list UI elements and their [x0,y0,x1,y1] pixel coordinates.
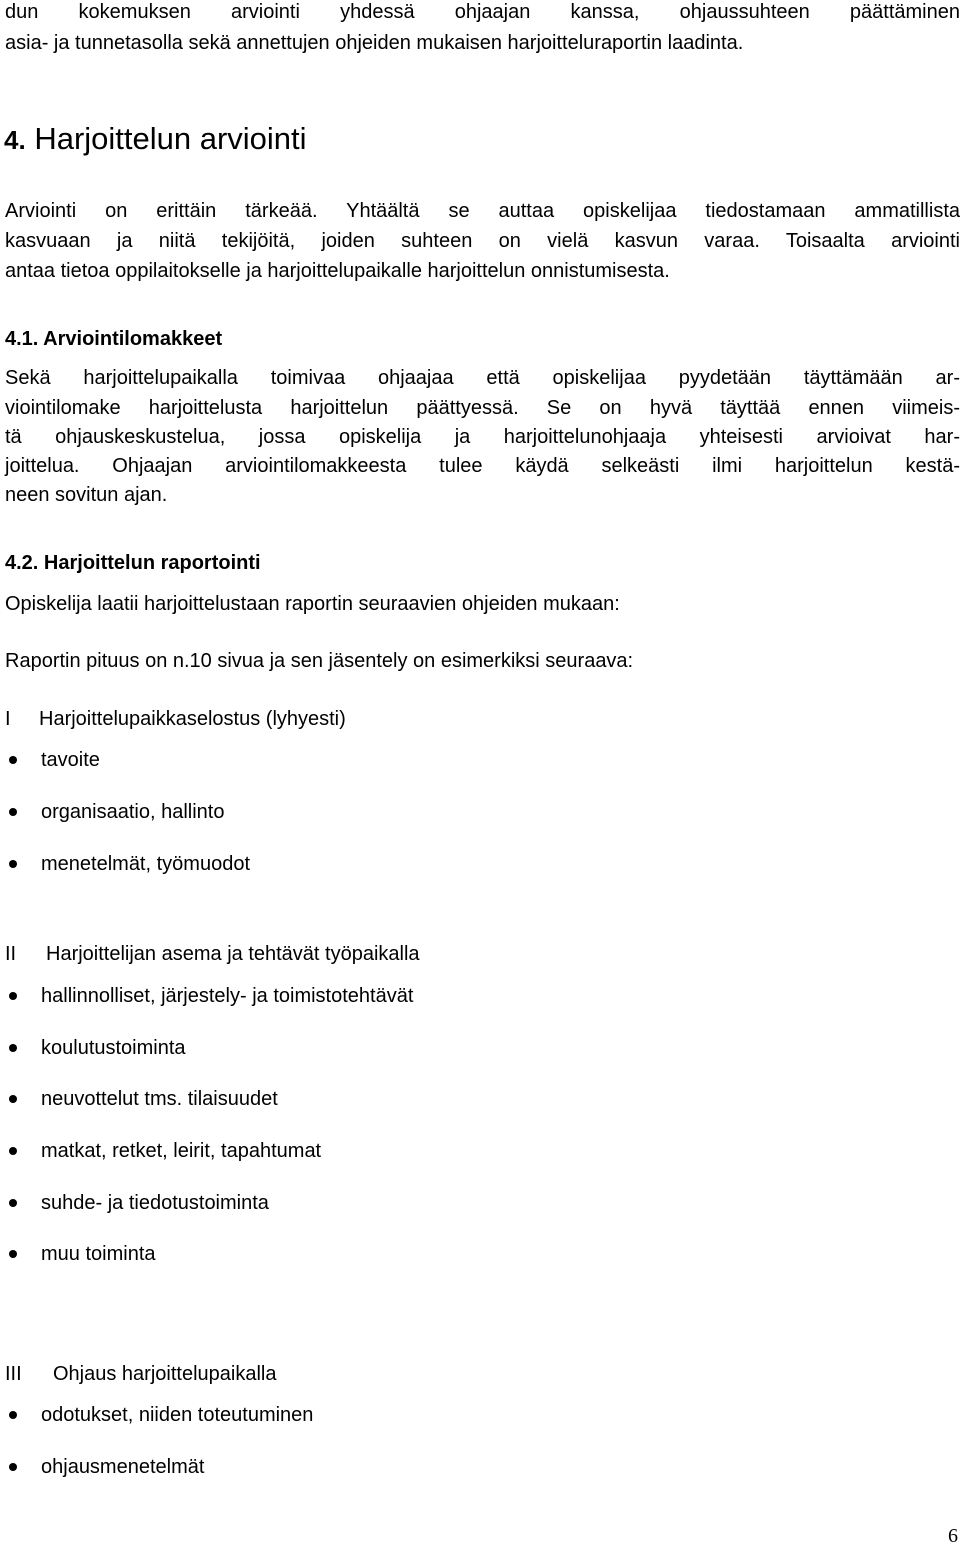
outline-2-item-3: neuvottelut tms. tilaisuudet [41,1088,278,1110]
section-4-1-line-1: Sekä harjoittelupaikalla toimivaa ohjaajaa että opiskelijaa pyydetään täyttämään ar- [5,367,960,389]
outline-2-item-1: hallinnolliset, järjestely- ja toimistotehtävät [41,985,414,1007]
bullet-icon [9,1044,17,1052]
section-4-line-3: antaa tietoa oppilaitokselle ja harjoittelupaikalle harjoittelun onnistumisesta. [5,260,670,282]
outline-1-title: Harjoittelupaikkaselostus (lyhyesti) [39,708,346,730]
outline-3-item-2: ohjausmenetelmät [41,1456,205,1478]
section-4-1-line-5: neen sovitun ajan. [5,484,168,506]
outline-2-item-4: matkat, retket, leirit, tapahtumat [41,1140,322,1162]
section-4-1-line-4: joittelua. Ohjaajan arviointilomakkeesta tulee käydä selkeästi ilmi harjoittelun kestä- [5,455,960,477]
bullet-icon [9,808,17,816]
bullet-icon [9,1411,17,1419]
bullet-icon [9,1463,17,1471]
outline-3-numeral: III [5,1363,22,1385]
section-4-number: 4. [4,125,26,155]
outline-2-item-6: muu toiminta [41,1243,156,1265]
outline-2-item-2: koulutustoiminta [41,1037,186,1059]
outline-2-numeral: II [5,943,17,965]
bullet-icon [9,1147,17,1155]
outline-1-item-2: organisaatio, hallinto [41,801,225,823]
intro-line-2: asia- ja tunnetasolla sekä annettujen ohjeiden mukaisen harjoitteluraportin laadinta. [5,32,744,54]
bullet-icon [9,756,17,764]
intro-line-1: dun kokemuksen arviointi yhdessä ohjaajan kanssa, ohjaussuhteen päättäminen [5,1,960,23]
outline-3-title: Ohjaus harjoittelupaikalla [53,1363,277,1385]
outline-2-item-5: suhde- ja tiedotustoiminta [41,1192,269,1214]
section-4-2-line-2: Raportin pituus on n.10 sivua ja sen jäsentely on esimerkiksi seuraava: [5,650,634,672]
section-4-title: Harjoittelun arviointi [34,121,307,156]
section-4-1-heading: 4.1. Arviointilomakkeet [5,328,223,350]
section-4-2-heading: 4.2. Harjoittelun raportointi [5,552,261,574]
outline-1-item-1: tavoite [41,749,100,771]
bullet-icon [9,860,17,868]
outline-1-numeral: I [5,708,11,730]
section-4-2-line-1: Opiskelija laatii harjoittelustaan raportin seuraavien ohjeiden mukaan: [5,593,620,615]
section-4-1-line-2: viointilomake harjoittelusta harjoittelun päättyessä. Se on hyvä täyttää ennen viimeis- [5,397,960,419]
bullet-icon [9,1250,17,1258]
outline-3-item-1: odotukset, niiden toteutuminen [41,1404,314,1426]
section-4-1-line-3: tä ohjauskeskustelua, jossa opiskelija ja harjoittelunohjaaja yhteisesti arvioivat har- [5,426,960,448]
section-4-line-1: Arviointi on erittäin tärkeää. Yhtäältä se auttaa opiskelijaa tiedostamaan ammatillista [5,200,960,222]
page-number: 6 [948,1525,958,1547]
section-4-line-2: kasvuaan ja niitä tekijöitä, joiden suhteen on vielä kasvun varaa. Toisaalta arviointi [5,230,960,252]
bullet-icon [9,1095,17,1103]
outline-1-item-3: menetelmät, työmuodot [41,853,250,875]
bullet-icon [9,1199,17,1207]
outline-2-title: Harjoittelijan asema ja tehtävät työpaikalla [46,943,420,965]
bullet-icon [9,992,17,1000]
section-4-heading [4,121,307,158]
